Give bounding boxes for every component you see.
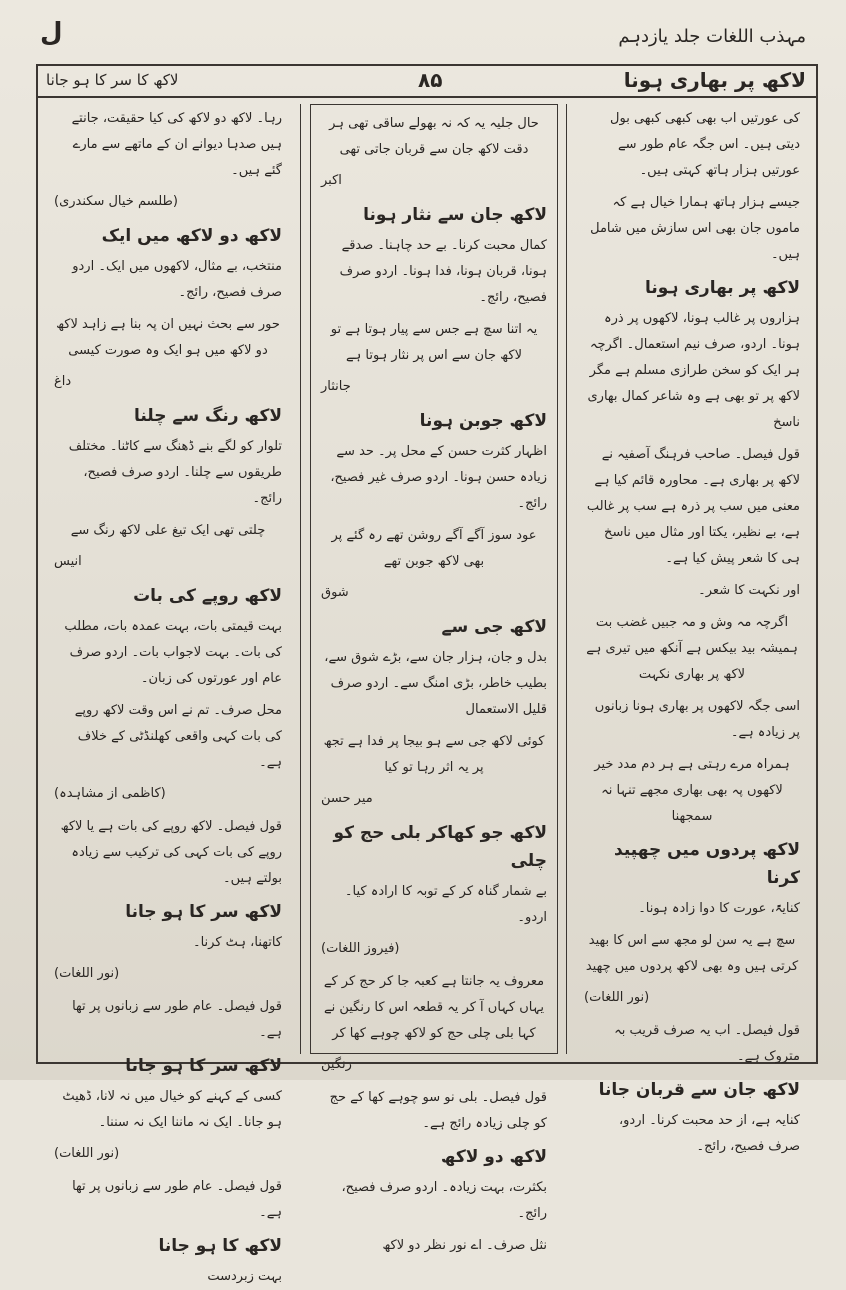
definition-text: اسی جگہ لاکھوں پر بھاری ہونا زبانوں پر زیادہ ہے۔	[594, 699, 800, 740]
definition-text: اظہار کثرت حسن کے محل پر۔ حد سے زیادہ حسن ہونا۔ اردو صرف غیر فصیح، رائج۔	[330, 444, 547, 511]
page-frame	[36, 64, 818, 1284]
header-right-term: لاکھ پر بھاری ہونا	[623, 68, 806, 92]
definition-text: کی عورتیں اب بھی کبھی کبھی بول دیتی ہیں۔ اس جگہ عام طور سے عورتیں ہزار ہاتھ کہتی ہیں۔	[610, 111, 800, 178]
definition-text: قول فیصل۔ عام طور سے زبانوں پر تھا ہے۔	[72, 1179, 282, 1220]
verse-quote: حال جلیہ یہ کہ نہ بھولے ساقی تھی ہر دقت لاکھ جان سے قربان جاتی تھی	[329, 116, 539, 157]
column-divider	[300, 104, 301, 1054]
headword: لاکھ پر بھاری ہونا	[645, 278, 800, 298]
citation: رنگین	[321, 1057, 352, 1072]
definition-text: قول فیصل۔ لاکھ روپے کی بات ہے یا لاکھ روپے کی بات کہی کی ترکیب سے زیادہ بولتے ہیں۔	[60, 819, 282, 886]
definition-text: بے شمار گناہ کر کے توبہ کا ارادہ کیا۔ اردو۔	[344, 884, 547, 925]
definition-text: قول فیصل۔ اب یہ صرف قریب بہ متروک ہے۔	[614, 1023, 800, 1064]
verse-quote: حور سے بحث نہیں ان پہ بنا ہے زاہد لاکھ دو لاکھ میں ہو ایک وہ صورت کیسی	[56, 317, 280, 358]
citation: (نور اللغات)	[54, 1146, 120, 1161]
definition-text: ہزاروں پر غالب ہونا، لاکھوں پر ذرہ ہونا۔ اردو، صرف نیم استعمال۔ اگرچہ ہر ایک کو سخن طرازی مسلم ہے مگر لاکھ پر تو بھی ہے وہ شاعر کمال بھاری ناسخ	[587, 311, 800, 430]
citation: (طلسم خیال سکندری)	[54, 194, 178, 209]
definition-text: کنایہ ہے، از حد محبت کرنا۔ اردو، صرف فصیح، رائج۔	[618, 1113, 800, 1154]
headword: لاکھ کا ہو جانا	[158, 1236, 282, 1256]
definition-text: محل صرف۔ تم نے اس وقت لاکھ روپے کی بات کہی واقعی کھلنڈٹی کے خلاف ہے۔	[74, 703, 282, 770]
verse-quote: کوئی لاکھ جی سے ہو بیجا پر فدا ہے تجھ پر یہ اثر رہا تو کیا	[323, 734, 545, 775]
verse-quote: یہ اتنا سچ ہے جس سے پیار ہوتا ہے تو لاکھ جان سے اس پر نثار ہوتا ہے	[330, 322, 538, 363]
definition-text: بدل و جان، ہزار جان سے، بڑے شوق سے، بطیب خاطر، بڑی امنگ سے۔ اردو صرف قلیل الاستعمال	[324, 650, 547, 717]
headword: لاکھ سر کا ہو جانا	[125, 1056, 282, 1076]
headword: لاکھ جو کھاکر بلی حج کو چلی	[333, 823, 547, 871]
headword: لاکھ دو لاکھ	[440, 1147, 547, 1167]
column-right	[574, 100, 810, 1154]
definition-text: منتخب، بے مثال، لاکھوں میں ایک۔ اردو صرف فصیح، رائج۔	[72, 259, 282, 300]
verse-quote: چلتی تھی ایک تیغ علی لاکھ رنگ سے	[70, 523, 266, 538]
verse-quote: ہمراہ مرے رہتی ہے ہر دم مدد خیر لاکھوں پہ بھی بھاری مجھے تنہا نہ سمجھنا	[594, 757, 790, 824]
headword: لاکھ جی سے	[441, 617, 547, 637]
page-top-strip	[0, 0, 846, 62]
definition-text: کمال محبت کرنا۔ بے حد چاہنا۔ صدقے ہونا، قربان ہونا، فدا ہونا۔ اردو صرف فصیح، رائج۔	[339, 238, 547, 305]
definition-text: بکثرت، بہت زیادہ۔ اردو صرف فصیح، رائج۔	[341, 1180, 547, 1221]
headword: لاکھ جان سے قربان جانا	[598, 1080, 800, 1100]
page-number: ۸۵	[418, 68, 443, 92]
definition-text: بہت قیمتی بات، بہت عمدہ بات، مطلب کی بات۔ بہت لاجواب بات۔ اردو صرف عام اور عورتوں کی زبان۔	[64, 619, 282, 686]
page-header	[38, 66, 816, 98]
headword: لاکھ دو لاکھ میں ایک	[101, 226, 282, 246]
verse-quote: سچ ہے یہ سن لو مجھ سے اس کا بھید کرتی ہیں وہ بھی لاکھ پردوں میں چھید	[585, 933, 799, 974]
citation: انیس	[54, 554, 82, 569]
citation: اکبر	[321, 173, 342, 188]
verse-quote: اگرچہ مہ وش و مہ جبیں غضب بت ہمیشہ بید بیکس ہے آنکھ میں تیری ہے لاکھ پر بھاری نکہت	[586, 615, 798, 682]
page-letter-marker: ل	[40, 18, 63, 48]
definition-text: نثل صرف۔ اے نور نظر دو لاکھ	[382, 1238, 547, 1253]
headword: لاکھ سر کا ہو جانا	[125, 902, 282, 922]
citation: (فیروز اللغات)	[321, 941, 400, 956]
verse-quote: عود سوز آگے آگے روشن تھے رہ گئے پر بھی لاکھ جوبن تھے	[331, 528, 537, 569]
citation: جانثار	[321, 379, 351, 394]
definition-text: کنایۃً، عورت کا دوا زادہ ہونا۔	[638, 901, 800, 916]
definition-text: بہت زبردست	[207, 1269, 282, 1284]
headword: لاکھ جوبن ہونا	[419, 411, 547, 431]
column-divider	[566, 104, 567, 1054]
citation: (کاظمی از مشاہدہ)	[54, 786, 166, 801]
column-left	[44, 100, 292, 1284]
definition-text: اور نکہت کا شعر۔	[698, 583, 800, 598]
definition-text: قول فیصل۔ بلی نو سو چوہے کھا کے حج کو چلی زیادہ رائج ہے۔	[329, 1090, 547, 1131]
column-middle	[310, 104, 558, 1253]
definition-text: کاتھنا، ہٹ کرنا۔	[192, 935, 282, 950]
definition-text: قول فیصل۔ صاحب فرہنگ آصفیہ نے لاکھ پر بھاری ہے۔ محاورہ قائم کیا ہے معنی میں سب پر ذرہ ہے سب پر غالب ہے، بے نظیر، یکتا اور مثال میں ناسخ ہی کا شعر پیش کیا ہے۔	[586, 447, 800, 566]
journal-title: مہذب اللغات جلد یازدہم	[618, 26, 806, 47]
citation: داغ	[54, 374, 72, 389]
headword: لاکھ روپے کی بات	[133, 586, 282, 606]
headword: لاکھ رنگ سے چلنا	[133, 406, 282, 426]
definition-text: کسی کے کہنے کو خیال میں نہ لانا، ڈھیٹ ہو جانا۔ ایک نہ ماننا ایک نہ سننا۔	[62, 1089, 282, 1130]
header-left-term: لاکھ کا سر کا ہو جانا	[46, 71, 179, 89]
citation: میر حسن	[321, 791, 373, 806]
headword: لاکھ پردوں میں چھپید کرنا	[614, 840, 800, 888]
definition-text: تلوار کو لگے بنے ڈھنگ سے کاٹنا۔ مختلف طریقوں سے چلنا۔ اردو صرف فصیح، رائج۔	[68, 439, 282, 506]
citation: (نور اللغات)	[54, 966, 120, 981]
definition-text: رہا۔ لاکھ دو لاکھ کی کیا حقیقت، جانتے ہیں صدہا دیوانے ان کے ماتھے سے مارے گئے ہیں۔	[71, 111, 282, 178]
definition-text: جیسے ہزار ہاتھ ہمارا خیال ہے کہ ماموں جان بھی اس سازش میں شامل ہیں۔	[590, 195, 800, 262]
citation: شوق	[321, 585, 349, 600]
citation: (نور اللغات)	[584, 990, 650, 1005]
verse-quote: معروف یہ جانتا ہے کعبہ جا کر حج کر کے یہاں کہاں آ کر یہ قطعہ اس کا رنگین نے کہا بلی چلی حج کو لاکھ چوہے کھا کر	[323, 974, 545, 1041]
headword: لاکھ جان سے نثار ہونا	[363, 205, 547, 225]
definition-text: قول فیصل۔ عام طور سے زبانوں پر تھا ہے۔	[72, 999, 282, 1040]
